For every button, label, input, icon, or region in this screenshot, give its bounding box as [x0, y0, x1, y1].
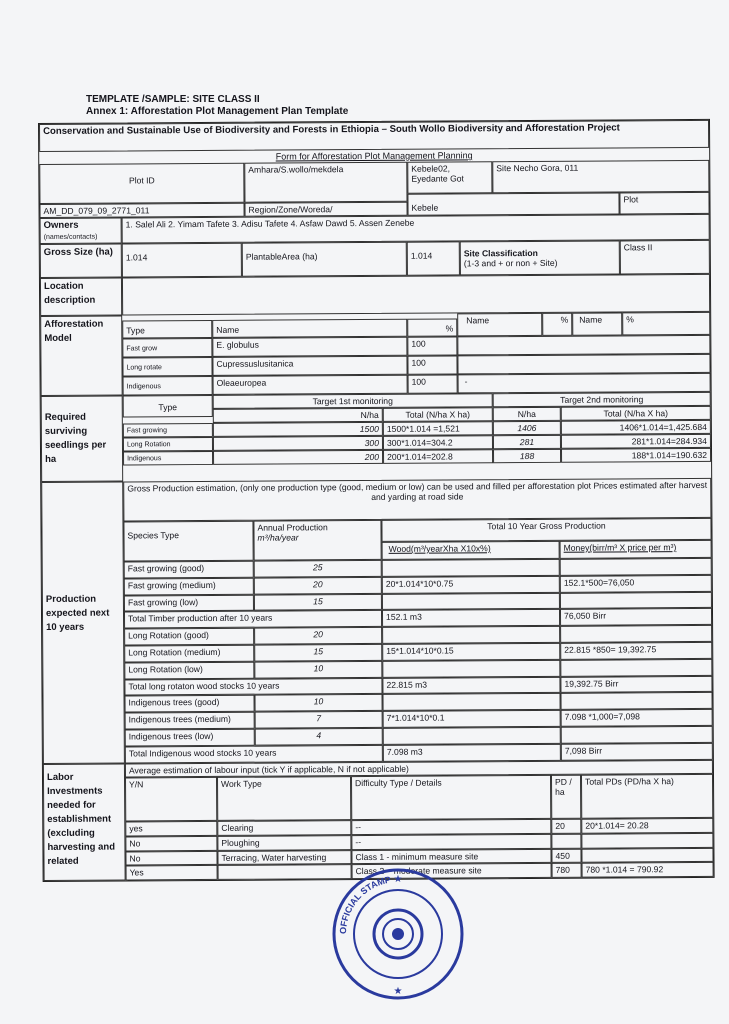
aff-header-name3: Name: [572, 312, 622, 335]
production-row-type: Fast growing (low): [124, 594, 254, 612]
annual-production-header: Annual Production: [257, 522, 328, 533]
stamp-text: OFFICIAL STAMP: [337, 874, 392, 935]
seedling-row-type: Long Rotation: [123, 437, 213, 452]
aff-header-pct3: %: [622, 312, 710, 336]
labor-row-yn: No: [125, 836, 217, 851]
target1-total: Total (N/ha X ha): [383, 407, 493, 422]
seedlings-label: Required surviving seedlings per ha: [41, 395, 124, 481]
production-row-annual: 15: [254, 644, 382, 662]
species-type-header: Species Type: [123, 521, 253, 562]
labor-row-work: Ploughing: [217, 835, 351, 851]
svg-text:★: ★: [393, 874, 403, 885]
production-row-type: Total Timber production after 10 years: [124, 610, 382, 628]
labor-label: Labor Investments needed for establishment (excluding harvesting and related: [43, 763, 126, 880]
seedling-row-type: Indigenous: [123, 451, 213, 466]
production-row-type: Fast growing (good): [124, 561, 254, 579]
plot-management-form: [38, 119, 715, 882]
labor-row-difficulty: --: [351, 819, 551, 835]
aff-header-name2: Name: [457, 313, 542, 337]
production-row-annual: 10: [254, 694, 382, 712]
kebele-label: Kebele: [407, 192, 619, 215]
seedling-row-n1: 200: [213, 450, 383, 465]
labor-header-work: Work Type: [217, 776, 351, 821]
gross-size-label: Gross Size (ha): [40, 243, 122, 278]
production-row-annual: 7: [255, 711, 383, 729]
labor-row-total: 780 *1.014 = 790.92: [582, 862, 714, 878]
production-row-wood: [382, 592, 560, 610]
total10-header: Total 10 Year Gross Production: [381, 518, 711, 542]
production-row-type: Fast growing (medium): [124, 577, 254, 595]
production-row-money: 22.815 *850= 19,392.75: [560, 642, 712, 660]
aff-row-type: Indigenous: [123, 376, 213, 396]
labor-row-pd: 20: [551, 819, 581, 834]
production-row-type: Indigenous trees (low): [125, 729, 255, 747]
labor-header-pd: PD / ha: [551, 775, 581, 819]
seedling-row-t1: 200*1.014=202.8: [383, 449, 493, 464]
production-row-type: Long Rotation (good): [124, 628, 254, 646]
production-row-money: [560, 692, 712, 710]
annual-production-unit: m³/ha/year: [257, 532, 299, 543]
seedling-row-t1: 300*1.014=304.2: [383, 435, 493, 450]
production-note: Gross Production estimation, (only one production type (good, medium or low) can be used and filled per afforestation plot Prices estimated after harvest and yarding at road side: [123, 478, 711, 522]
production-row-wood: 7*1.014*10*0.1: [383, 710, 561, 728]
aff-row-type: Long rotate: [122, 357, 212, 377]
production-row-money: 19,392.75 Birr: [560, 675, 712, 693]
project-title: Conservation and Sustainable Use of Biodiversity and Forests in Ethiopia – South Wollo Biodiversity and Afforestation Project: [39, 120, 709, 152]
location-label: Location description: [40, 277, 122, 316]
production-row-type: Long Rotation (low): [124, 661, 254, 679]
labor-row-yn: No: [125, 850, 217, 865]
labor-row-difficulty: Class 2 – moderate measure site: [352, 863, 552, 879]
site-classification-note: (1-3 and + or non + Site): [463, 257, 558, 269]
production-row-wood: [382, 693, 560, 711]
target1-nha: N/ha: [213, 408, 383, 423]
region-label: Region/Zone/Woreda/: [244, 202, 407, 217]
labor-note: Average estimation of labour input (tick Y if applicable, N if not applicable): [125, 760, 713, 778]
gross-size-value: 1.014: [122, 243, 242, 278]
owners-label: Owners: [43, 219, 79, 231]
location-value: [122, 274, 710, 316]
labor-row-total: [581, 833, 713, 849]
production-row-money: [560, 558, 712, 576]
seedlings-type-header: Type: [123, 395, 213, 418]
aff-row-pct: 100: [407, 336, 457, 355]
site-value: Site Necho Gora, 011: [492, 160, 709, 193]
official-stamp: [330, 866, 466, 1002]
production-row-money: 152.1*500=76,050: [560, 575, 712, 593]
annex-title: Annex 1: Afforestation Plot Management Plan Template: [86, 106, 349, 117]
form-title: Form for Afforestation Plot Management Planning: [275, 150, 473, 162]
seedling-row-type: Fast growing: [123, 423, 213, 438]
production-row-money: 7.098 *1,000=7,098: [561, 709, 713, 727]
svg-text:★: ★: [393, 986, 403, 997]
seedling-row-n2: 281: [493, 435, 561, 449]
production-row-annual: 20: [254, 577, 382, 595]
aff-row-extra: [457, 335, 710, 356]
kebele-value: Kebele02, Eyedante Got: [407, 161, 492, 194]
production-row-wood: [382, 559, 560, 577]
annual-production-header-cell: [253, 520, 381, 561]
production-row-type: Indigenous trees (good): [125, 695, 255, 713]
aff-row-pct: 100: [407, 355, 457, 374]
aff-row-pct: 100: [408, 374, 458, 393]
labor-row-total: [581, 847, 713, 863]
labor-row-pd: 450: [551, 848, 581, 863]
production-row-wood: 7.098 m3: [383, 744, 561, 762]
seedling-row-n2: 188: [493, 449, 561, 463]
aff-header-name: Name: [212, 319, 407, 338]
aff-row-name: Cupressuslusitanica: [212, 356, 407, 376]
labor-header-difficulty: Difficulty Type / Details: [351, 775, 551, 820]
plot-id-value: AM_DD_079_09_2771_011: [39, 203, 244, 218]
aff-header-type: Type: [122, 320, 212, 339]
production-row-money: [561, 726, 713, 744]
aff-header-pct: %: [407, 318, 457, 336]
labor-row-difficulty: --: [351, 834, 551, 850]
afforestation-model-label: Afforestation Model: [40, 315, 122, 395]
production-row-type: Indigenous trees (medium): [125, 712, 255, 730]
plot-id-label: Plot ID: [39, 163, 244, 204]
labor-row-total: 20*1.014= 20.28: [581, 818, 713, 834]
seedling-row-t2: 1406*1.014=1,425.684: [561, 420, 711, 435]
seedling-row-n1: 1500: [213, 422, 383, 437]
production-row-annual: 4: [255, 728, 383, 746]
seedling-row-t2: 281*1.014=284.934: [561, 434, 711, 449]
target2-total: Total (N/ha X ha): [561, 406, 711, 421]
production-row-wood: 20*1.014*10*0.75: [382, 576, 560, 594]
seedling-row-t2: 188*1.014=190.632: [561, 448, 711, 463]
labor-row-work: Terracing, Water harvesting: [217, 850, 351, 866]
seedling-row-n2: 1406: [493, 421, 561, 435]
labor-row-pd: 780: [552, 863, 582, 878]
site-classification-value: Class II: [620, 240, 710, 275]
aff-row-name: E. globulus: [212, 337, 407, 357]
production-row-annual: 10: [254, 661, 382, 679]
seedling-row-t1: 1500*1.014 =1,521: [383, 421, 493, 436]
region-value: Amhara/S.wollo/mekdela: [244, 162, 407, 203]
template-header: TEMPLATE /SAMPLE: SITE CLASS II: [86, 94, 260, 105]
wood-header: Wood(m³/yearXha X10x%): [382, 541, 560, 560]
production-row-money: 76,050 Birr: [560, 608, 712, 626]
production-row-type: Long Rotation (medium): [124, 645, 254, 663]
production-row-wood: [383, 727, 561, 745]
labor-header-total: Total PDs (PD/ha X ha): [581, 774, 713, 819]
production-row-type: Total Indigenous wood stocks 10 years: [125, 745, 383, 764]
plantable-area-value: 1.014: [407, 241, 460, 275]
production-row-annual: 20: [254, 627, 382, 645]
aff-row-name: Oleaeuropea: [213, 375, 408, 395]
owners-label-cell: [40, 217, 122, 244]
production-row-annual: 15: [254, 594, 382, 612]
production-row-wood: [382, 660, 560, 678]
seedling-row-n1: 300: [213, 436, 383, 451]
plantable-area-label: PlantableArea (ha): [242, 242, 407, 277]
production-row-wood: 22.815 m3: [382, 676, 560, 694]
production-row-wood: 152.1 m3: [382, 609, 560, 627]
production-row-wood: 15*1.014*10*0.15: [382, 643, 560, 661]
labor-row-difficulty: Class 1 - minimum measure site: [351, 848, 551, 864]
owners-sublabel: (names/contacts): [43, 233, 98, 241]
site-classification-cell: [460, 240, 620, 275]
labor-row-yn: Yes: [126, 865, 218, 880]
labor-header-yn: Y/N: [125, 777, 217, 822]
plot-label: Plot: [619, 192, 709, 215]
owners-value: 1. Salel Ali 2. Yimam Tafete 3. Adisu Tafete 4. Asfaw Dawd 5. Assen Zenebe: [122, 214, 710, 244]
money-header: Money(birr/m³ X price per m³): [560, 540, 712, 559]
aff-row-extra: -: [458, 373, 711, 394]
production-row-money: 7,098 Birr: [561, 743, 713, 761]
production-row-wood: [382, 626, 560, 644]
target2-header: Target 2nd monitoring: [493, 392, 711, 407]
aff-row-type: Fast grow: [122, 338, 212, 358]
labor-row-work: Clearing: [217, 820, 351, 836]
target1-header: Target 1st monitoring: [213, 393, 493, 409]
labor-row-yn: yes: [125, 821, 217, 836]
production-label: Production expected next 10 years: [41, 481, 125, 763]
aff-row-extra: [457, 354, 710, 375]
labor-row-pd: [551, 833, 581, 848]
aff-header-pct2: %: [542, 313, 572, 336]
site-classification-label: Site Classification: [463, 247, 538, 259]
production-row-money: [560, 659, 712, 677]
production-row-type: Total long rotaton wood stocks 10 years: [124, 678, 382, 696]
production-row-money: [560, 591, 712, 609]
target2-nha: N/ha: [493, 407, 561, 421]
production-row-annual: 25: [254, 560, 382, 578]
production-row-money: [560, 625, 712, 643]
